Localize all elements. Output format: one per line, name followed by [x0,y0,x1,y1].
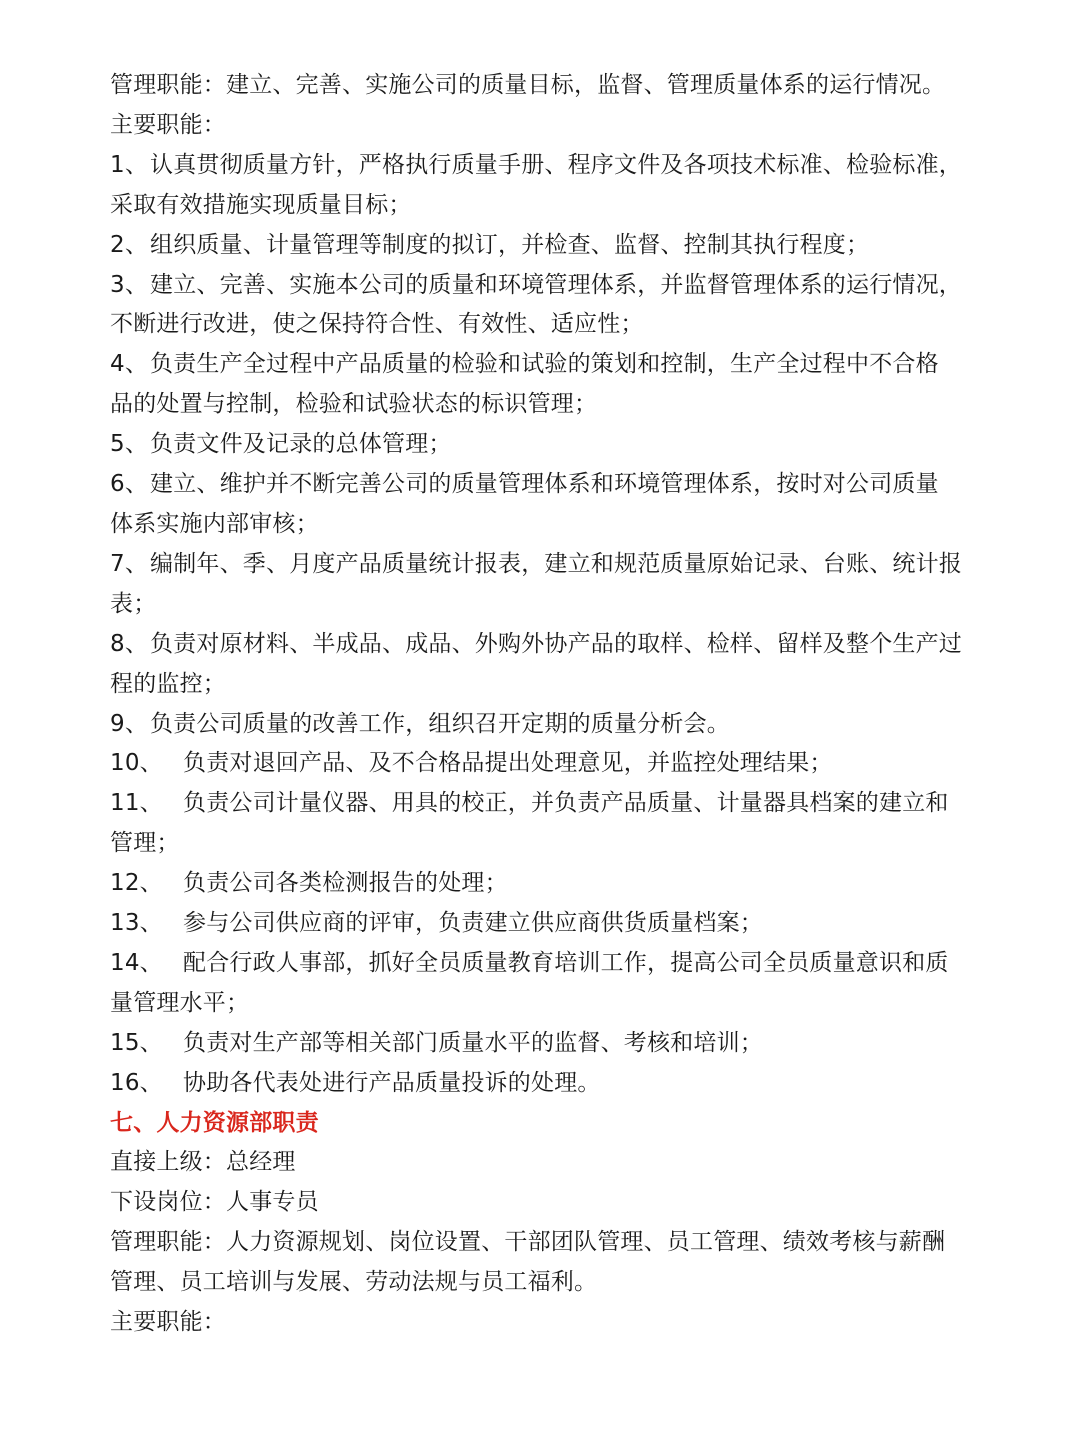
item-number: 4、 [110,351,149,378]
item-number: 16、 [110,1069,163,1096]
item-number: 7、 [110,550,149,577]
item-text-cont: 表； [110,590,157,617]
list-item [110,1024,985,1064]
item-number: 14、 [110,949,163,976]
list-item [110,425,985,465]
item-text-cont: 不断进行改进，使之保持符合性、有效性、适应性； [110,311,644,338]
item-text: 负责文件及记录的总体管理； [150,431,452,458]
item-text: 负责对生产部等相关部门质量水平的监督、考核和培训； [183,1029,763,1056]
list-item [110,345,985,425]
direct-superior: 直接上级：总经理 [110,1149,296,1176]
item-text: 组织质量、计量管理等制度的拟订，并检查、监督、控制其执行程度； [150,231,870,258]
intro-line: 管理职能：建立、完善、实施公司的质量目标，监督、管理质量体系的运行情况。 [110,72,946,98]
item-text: 负责公司质量的改善工作，组织召开定期的质量分析会。 [150,710,730,737]
item-text-cont: 量管理水平； [110,989,250,1016]
item-text-cont: 采取有效措施实现质量目标； [110,191,412,218]
item-text-cont: 品的处置与控制，检验和试验状态的标识管理； [110,391,598,418]
item-number: 8、 [110,630,149,657]
sub-positions: 下设岗位：人事专员 [110,1189,319,1216]
list-item [110,944,985,1024]
item-text: 编制年、季、月度产品质量统计报表，建立和规范质量原始记录、台账、统计报 [150,550,962,577]
list-item [110,1064,985,1104]
item-text-cont: 程的监控； [110,670,226,697]
item-text: 参与公司供应商的评审，负责建立供应商供货质量档案； [183,910,763,937]
item-number: 1、 [110,151,149,178]
item-number: 2、 [110,231,149,258]
list-item [110,625,985,705]
section7-main-duties-label: 主要职能： [110,1309,226,1336]
item-text: 认真贯彻质量方针，严格执行质量手册、程序文件及各项技术标准、检验标准， [150,151,962,178]
item-number: 9、 [110,710,149,737]
item-number: 15、 [110,1029,163,1056]
list-item [110,784,985,864]
item-number: 5、 [110,431,149,458]
list-item [110,864,985,904]
item-number: 11、 [110,790,163,817]
item-text: 建立、完善、实施本公司的质量和环境管理体系，并监督管理体系的运行情况， [150,271,962,298]
section-title: 七、人力资源部职责 [110,1109,319,1136]
list-item [110,226,985,266]
list-item [110,146,985,226]
item-text-cont: 体系实施内部审核； [110,510,319,537]
main-duties-label: 主要职能： [110,111,226,138]
item-text: 协助各代表处进行产品质量投诉的处理。 [183,1069,601,1096]
list-item [110,705,985,745]
item-text: 负责公司计量仪器、用具的校正，并负责产品质量、计量器具档案的建立和 [183,790,949,817]
item-text: 负责对原材料、半成品、成品、外购外协产品的取样、检样、留样及整个生产过 [150,630,962,657]
item-number: 3、 [110,271,149,298]
list-item [110,465,985,545]
item-number: 10、 [110,750,163,777]
item-text: 负责生产全过程中产品质量的检验和试验的策划和控制，生产全过程中不合格 [150,351,939,378]
item-number: 12、 [110,870,163,897]
item-text-cont: 管理； [110,830,180,857]
list-item [110,904,985,944]
management-function-line2: 管理、员工培训与发展、劳动法规与员工福利。 [110,1269,598,1296]
item-text: 负责对退回产品、及不合格品提出处理意见，并监控处理结果； [183,750,833,777]
item-text: 负责公司各类检测报告的处理； [183,870,508,897]
list-item [110,744,985,784]
document-page [110,66,985,1343]
item-text: 配合行政人事部，抓好全员质量教育培训工作，提高公司全员质量意识和质 [183,949,949,976]
list-item [110,545,985,625]
item-number: 6、 [110,471,149,498]
item-number: 13、 [110,910,163,937]
item-text: 建立、维护并不断完善公司的质量管理体系和环境管理体系，按时对公司质量 [150,471,939,498]
list-item [110,266,985,346]
management-function-line1: 管理职能：人力资源规划、岗位设置、干部团队管理、员工管理、绩效考核与薪酬 [110,1229,946,1256]
